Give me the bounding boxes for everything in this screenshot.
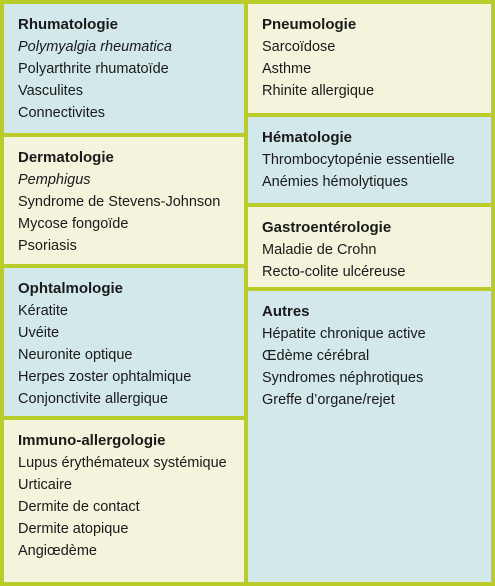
list-item: Syndrome de Stevens-Johnson [18, 194, 221, 210]
list-item: Dermite de contact [18, 499, 140, 515]
section-title: Hématologie [262, 129, 353, 146]
section-immuno-allergologie [4, 420, 244, 582]
section-gastroenterologie [248, 207, 491, 287]
list-item: Œdème cérébral [262, 348, 370, 364]
list-item: Polymyalgia rheumatica [18, 39, 172, 55]
section-pneumologie [248, 4, 491, 113]
list-item: Lupus érythémateux systémique [18, 455, 227, 471]
section-title: Dermatologie [18, 149, 114, 166]
section-ophtalmologie [4, 268, 244, 416]
list-item: Anémies hémolytiques [262, 174, 408, 190]
list-item: Greffe d’organe/rejet [262, 392, 395, 408]
section-dermatologie [4, 137, 244, 264]
section-hematologie [248, 117, 491, 203]
list-item: Uvéite [18, 325, 60, 341]
section-autres [248, 291, 491, 582]
list-item: Vasculites [18, 83, 84, 99]
list-item: Kératite [18, 303, 68, 319]
list-item: Hépatite chronique active [262, 326, 426, 342]
list-item: Angiœdème [18, 543, 97, 559]
list-item: Sarcoïdose [262, 39, 336, 55]
list-item: Thrombocytopénie essentielle [262, 152, 455, 168]
section-title: Ophtalmologie [18, 280, 123, 297]
list-item: Pemphigus [18, 172, 91, 188]
list-item: Neuronite optique [18, 347, 133, 363]
list-item: Asthme [262, 61, 312, 77]
section-title: Immuno-allergologie [18, 432, 166, 449]
section-title: Gastroentérologie [262, 219, 392, 236]
list-item: Polyarthrite rhumatoïde [18, 61, 169, 77]
list-item: Syndromes néphrotiques [262, 370, 424, 386]
list-item: Connectivites [18, 105, 106, 121]
list-item: Psoriasis [18, 238, 77, 254]
section-title: Rhumatologie [18, 16, 118, 33]
list-item: Urticaire [18, 477, 72, 493]
list-item: Herpes zoster ophtalmique [18, 369, 192, 385]
list-item: Maladie de Crohn [262, 242, 377, 258]
list-item: Conjonctivite allergique [18, 391, 168, 407]
section-rhumatologie [4, 4, 244, 133]
list-item: Mycose fongoïde [18, 216, 129, 232]
section-title: Pneumologie [262, 16, 357, 33]
list-item: Dermite atopique [18, 521, 129, 537]
list-item: Rhinite allergique [262, 83, 375, 99]
section-title: Autres [262, 303, 310, 320]
list-item: Recto-colite ulcéreuse [262, 264, 406, 280]
